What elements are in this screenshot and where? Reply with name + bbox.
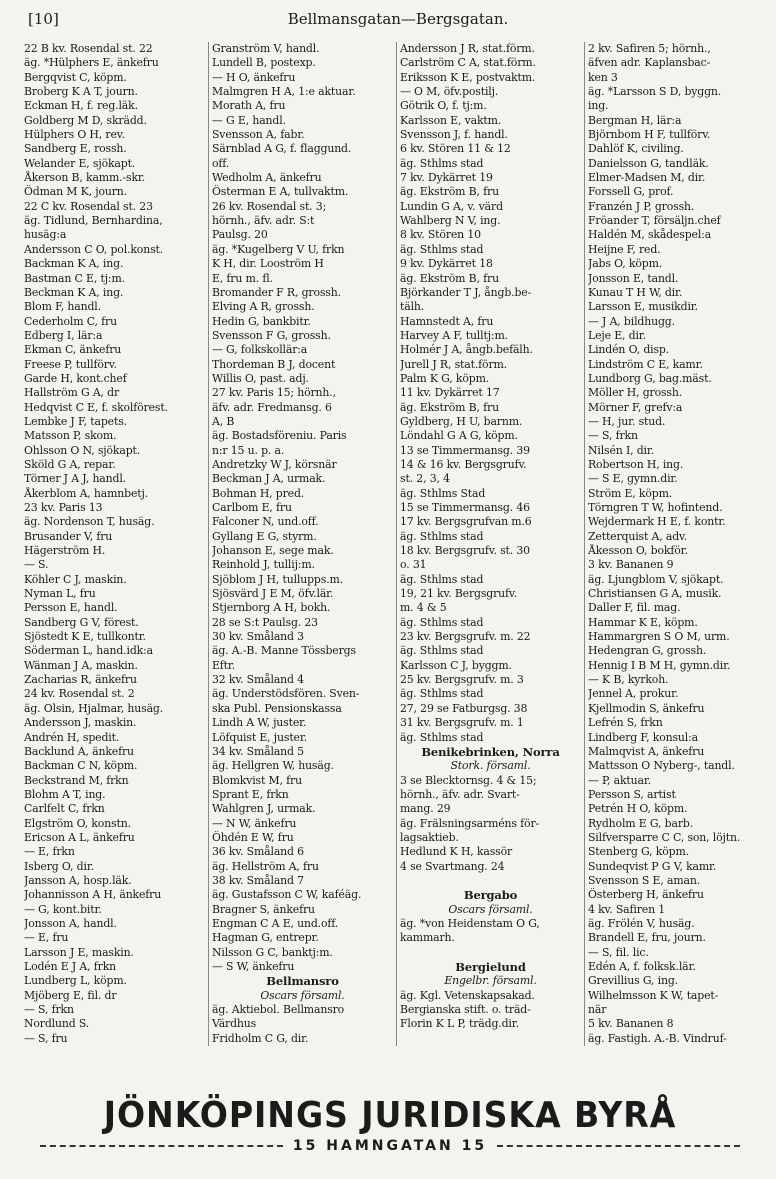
directory-entry: äg. Ekström B, fru	[400, 185, 499, 199]
directory-entry: K H, dir. Looström H	[212, 257, 324, 271]
directory-entry: Rydholm E G, barb.	[588, 816, 694, 830]
directory-entry: Grevillius G, ing.	[588, 974, 678, 988]
directory-entry: Hamnstedt A, fru	[400, 314, 494, 328]
directory-entry: äg. Sthlms stad	[400, 156, 484, 170]
directory-entry: m. 4 & 5	[400, 601, 447, 615]
directory-entry: äg. Tidlund, Bernhardina,	[24, 214, 163, 228]
directory-entry: husäg:a	[24, 228, 67, 242]
directory-entry: Kjellmodin S, änkefru	[588, 701, 705, 715]
directory-entry: Eckman H, f. reg.läk.	[24, 99, 138, 113]
directory-entry: 2 kv. Safiren 5; hörnh.,	[588, 42, 711, 55]
directory-entry: Svensson A, fabr.	[212, 128, 305, 142]
directory-entry: Granström V, handl.	[212, 42, 320, 55]
directory-entry: Lindh A W, juster.	[212, 716, 307, 730]
directory-entry: Haldén M, skådespel:a	[588, 228, 712, 242]
directory-entry: Bergielund	[455, 960, 526, 974]
directory-entry: Törngren T W, hofintend.	[588, 501, 723, 514]
directory-entry: Lundberg L, köpm.	[24, 974, 127, 988]
directory-entry: Öhdén E W, fru	[212, 830, 294, 844]
directory-entry: Sjöblom J H, tullupps.m.	[212, 572, 343, 586]
directory-entry: Gyllang E G, styrm.	[212, 529, 317, 543]
directory-entry: äg. A.-B. Manne Tössbergs	[212, 644, 356, 658]
directory-entry: Mjöberg E, fil. dr	[24, 988, 117, 1002]
directory-entry: Hammargren S O M, urm.	[588, 630, 730, 644]
directory-entry: Åkerblom A, hamnbetj.	[24, 486, 149, 500]
directory-entry: Nilsén I, dir.	[588, 443, 655, 457]
directory-entry: Åkesson O, bokför.	[588, 544, 688, 558]
directory-entry: — E, fru	[24, 931, 69, 945]
directory-entry: Wilhelmsson K W, tapet-	[588, 988, 719, 1002]
directory-entry: Leje E, dir.	[588, 328, 646, 342]
directory-entry: 4 kv. Safiren 1	[588, 902, 666, 916]
directory-entry: äg. Aktiebol. Bellmansro	[212, 1003, 345, 1017]
directory-entry: Gyldberg, H U, barnm.	[400, 414, 523, 428]
directory-entry: äg. Bostadsföreniu. Paris	[212, 429, 347, 443]
directory-entry: — S, fil. lic.	[588, 945, 649, 959]
directory-entry: Stjernborg A H, bokh.	[212, 601, 331, 615]
directory-entry: Florin K L P, trädg.dir.	[400, 1017, 519, 1031]
directory-entry: Fridholm C G, dir.	[212, 1031, 309, 1045]
directory-entry: äg. *Hülphers E, änkefru	[24, 56, 159, 70]
directory-entry: Larsson J E, maskin.	[24, 945, 134, 959]
directory-entry: Jennel A, prokur.	[588, 687, 679, 701]
directory-entry: Andersson J R, stat.förm.	[400, 42, 535, 55]
directory-entry: Sköld G A, repar.	[24, 457, 116, 471]
directory-entry: äg. Sthlms stad	[400, 615, 484, 629]
directory-entry: Andersson C O, pol.konst.	[24, 242, 164, 256]
directory-entry: — G, kont.bitr.	[24, 902, 102, 916]
directory-entry: 27 kv. Paris 15; hörnh.,	[212, 386, 336, 400]
directory-entry: Blomkvist M, fru	[212, 773, 302, 787]
directory-entry: — O M, öfv.postilj.	[400, 85, 499, 99]
page-header	[28, 10, 768, 34]
directory-entry: Lindberg F, konsul:a	[588, 730, 698, 744]
directory-entry: Broberg K A T, journ.	[24, 85, 138, 99]
directory-entry: Robertson H, ing.	[588, 457, 684, 471]
directory-entry: 34 kv. Småland 5	[212, 744, 304, 758]
column-4	[588, 42, 772, 1046]
directory-entry: Fröander T, försäljn.chef	[588, 214, 721, 228]
directory-entry: Törner J A J, handl.	[24, 472, 126, 486]
directory-entry: Paulsg. 20	[212, 228, 268, 242]
directory-entry: äg. Frälsningsarméns för-	[400, 816, 540, 830]
directory-entry: Dahlöf K, civiling.	[588, 142, 684, 156]
directory-entry: Welander E, sjökapt.	[24, 156, 136, 170]
directory-entry: lagsaktieb.	[400, 830, 459, 844]
directory-entry: Thordeman B J, docent	[212, 357, 336, 371]
directory-entry: Sandberg G V, förest.	[24, 615, 139, 629]
directory-entry: äg. Ekström B, fru	[400, 400, 499, 414]
directory-entry: Benikebrinken, Norra	[421, 744, 560, 759]
directory-entry: Björnbom H F, tullförv.	[588, 128, 711, 142]
directory-entry: Svensson J, f. handl.	[400, 128, 508, 142]
directory-entry: mang. 29	[400, 802, 451, 816]
directory-entry: Palm K G, köpm.	[400, 371, 490, 385]
directory-entry: — H O, änkefru	[212, 70, 296, 84]
directory-entry: äg. Gustafsson C W, kaféäg.	[212, 888, 362, 902]
directory-entry: Christiansen G A, musik.	[588, 587, 722, 601]
directory-entry: Bergqvist C, köpm.	[24, 70, 127, 84]
directory-entry: Wejdermark H E, f. kontr.	[588, 515, 726, 529]
ad-address: 15 HAMNGATAN 15	[292, 1138, 488, 1154]
directory-entry: Lundell B, postexp.	[212, 56, 316, 70]
directory-entry: Engelbr. församl.	[444, 974, 537, 988]
directory-entry: Edberg I, lär:a	[24, 328, 103, 342]
directory-entry: 4 se Svartmang. 24	[400, 859, 505, 873]
directory-entry: Beckman J A, urmak.	[212, 472, 326, 486]
directory-entry: äg. Understödsfören. Sven-	[212, 687, 360, 701]
directory-entry: Hennig I B M H, gymn.dir.	[588, 658, 731, 672]
directory-entry: Särnblad A G, f. flaggund.	[212, 142, 352, 156]
directory-entry: Hagman G, entrepr.	[212, 931, 319, 945]
ad-rule-right	[497, 1145, 740, 1147]
directory-entry: Jurell J R, stat.förm.	[400, 357, 507, 371]
directory-entry: Söderman L, hand.idk:a	[24, 644, 153, 658]
directory-entry: Bastman C E, tj:m.	[24, 271, 125, 285]
directory-entry: 22 C kv. Rosendal st. 23	[24, 199, 153, 213]
directory-entry: Åkerson B, kamm.-skr.	[24, 171, 146, 185]
directory-entry: Hammar K E, köpm.	[588, 615, 698, 629]
directory-entry: äg. Sthlms stad	[400, 529, 484, 543]
directory-entry: 22 B kv. Rosendal st. 22	[24, 42, 153, 55]
directory-entry: Hägerström H.	[24, 544, 106, 558]
directory-entry: 17 kv. Bergsgrufvan m.6	[400, 515, 532, 529]
directory-entry: Bellmansro	[266, 974, 339, 989]
directory-entry: Elgström O, konstn.	[24, 816, 131, 830]
directory-entry: 8 kv. Stören 10	[400, 228, 481, 242]
directory-entry: äg. Sthlms stad	[400, 687, 484, 701]
directory-entry	[400, 946, 581, 960]
directory-entry: Götrik O, f. tj:m.	[400, 99, 487, 113]
directory-entry: ing.	[588, 99, 609, 113]
directory-entry: äg. Olsin, Hjalmar, husäg.	[24, 701, 164, 715]
directory-entry: 11 kv. Dykärret 17	[400, 386, 500, 400]
directory-entry: Falconer N, und.off.	[212, 515, 319, 529]
directory-entry: 19, 21 kv. Bergsgrufv.	[400, 587, 517, 601]
directory-entry: äg. Sthlms stad	[400, 572, 484, 586]
directory-entry: Beckstrand M, frkn	[24, 773, 129, 787]
directory-entry: Eftr.	[212, 658, 236, 672]
column-2	[212, 42, 397, 1046]
directory-entry: Mörner F, grefv:a	[588, 400, 683, 414]
directory-entry: — S W, änkefru	[212, 960, 295, 973]
directory-entry: Jonsson A, handl.	[24, 916, 117, 930]
directory-entry: Engman C A E, und.off.	[212, 916, 339, 930]
directory-entry: Goldberg M D, skrädd.	[24, 113, 147, 127]
directory-entry: 24 kv. Rosendal st. 2	[24, 687, 135, 701]
advertisement-banner	[30, 1096, 750, 1170]
directory-entry: Ekman C, änkefru	[24, 343, 122, 357]
directory-entry: — S, frkn	[24, 1003, 74, 1017]
directory-entry: Eriksson K E, postvaktm.	[400, 70, 536, 84]
directory-entry: — H, jur. stud.	[588, 414, 666, 428]
directory-entry: Karlsson E, vaktm.	[400, 113, 502, 127]
page-number: [10]	[28, 10, 59, 28]
directory-entry: äg. Hellgren W, husäg.	[212, 759, 334, 773]
directory-entry: 5 kv. Bananen 8	[588, 1017, 674, 1031]
directory-entry: — S E, gymn.dir.	[588, 472, 678, 486]
directory-entry: Zacharias R, änkefru	[24, 673, 137, 687]
directory-entry: Lodén E J A, frkn	[24, 960, 117, 973]
directory-entry: Österman E A, tullvaktm.	[212, 185, 349, 199]
directory-entry: Bergianska stift. o. träd-	[400, 1003, 531, 1017]
directory-entry: — S, frkn	[588, 429, 638, 443]
directory-entry: kammarh.	[400, 931, 455, 945]
directory-entry: äg. *Kugelberg V U, frkn	[212, 242, 345, 256]
directory-entry: Carlfelt C, frkn	[24, 802, 105, 816]
directory-entry: Holmér J A, ångb.befälh.	[400, 343, 533, 357]
directory-entry: Möller H, grossh.	[588, 386, 683, 400]
directory-entry: Kunau T H W, dir.	[588, 285, 683, 299]
directory-entry: 7 kv. Dykärret 19	[400, 171, 493, 185]
directory-entry: Bergabo	[463, 888, 518, 903]
directory-entry: Nyman L, fru	[24, 587, 96, 601]
directory-entry: Andrén H, spedit.	[24, 730, 120, 744]
directory-entry: äg. Sthlms stad	[400, 730, 484, 744]
directory-entry: Hedin G, bankbitr.	[212, 314, 311, 328]
directory-entry: Hedengran G, grossh.	[588, 644, 707, 658]
directory-entry: Lundin G A, v. värd	[400, 199, 503, 213]
directory-entry: äg. *Larsson S D, byggn.	[588, 85, 722, 99]
directory-entry: Silfversparre C C, son, löjtn.	[588, 830, 741, 844]
directory-entry: 3 se Blecktornsg. 4 & 15;	[400, 773, 537, 787]
directory-entry: äg. Ekström B, fru	[400, 271, 499, 285]
directory-entry: 30 kv. Småland 3	[212, 630, 304, 644]
directory-entry: Andretzky W J, körsnär	[212, 457, 337, 471]
directory-entry: 15 se Timmermansg. 46	[400, 501, 530, 514]
directory-entry: 32 kv. Småland 4	[212, 673, 304, 687]
directory-entry: Beckman K A, ing.	[24, 285, 124, 299]
directory-entry: Matsson P, skom.	[24, 429, 117, 443]
directory-entry: — K B, kyrkoh.	[588, 673, 669, 687]
directory-entry: n:r 15 u. p. a.	[212, 443, 285, 457]
directory-entry: 23 kv. Paris 13	[24, 501, 103, 514]
directory-entry: Willis O, past. adj.	[212, 371, 309, 385]
directory-entry: Hallström G A, dr	[24, 386, 120, 400]
directory-entry: Stork. församl.	[450, 759, 531, 773]
directory-entry: Jonsson E, tandl.	[588, 271, 679, 285]
directory-entry: Malmqvist A, änkefru	[588, 744, 705, 758]
directory-entry: Stenberg G, köpm.	[588, 845, 689, 859]
directory-entry: Brusander V, fru	[24, 529, 113, 543]
directory-entry: Cederholm C, fru	[24, 314, 117, 328]
directory-entry: Lindén O, disp.	[588, 343, 670, 357]
directory-entry: Daller F, fil. mag.	[588, 601, 681, 615]
directory-entry: off.	[212, 156, 230, 170]
directory-entry: Värdhus	[212, 1017, 257, 1031]
ad-rule-left	[40, 1145, 283, 1147]
directory-entry: Wedholm A, änkefru	[212, 171, 322, 185]
directory-entry: Svensson F G, grossh.	[212, 328, 331, 342]
directory-entry: Sjöstedt K E, tullkontr.	[24, 630, 146, 644]
directory-entry: — N W, änkefru	[212, 816, 297, 830]
directory-entry: 26 kv. Rosendal st. 3;	[212, 199, 327, 213]
directory-entry: Blom F, handl.	[24, 300, 101, 314]
directory-entry: — G E, handl.	[212, 113, 286, 127]
directory-entry: Hedqvist C E, f. skolförest.	[24, 400, 168, 414]
directory-entry: äg. Nordenson T, husäg.	[24, 515, 155, 529]
directory-entry: Jabs O, köpm.	[588, 257, 663, 271]
directory-entry: Jansson A, hosp.läk.	[24, 873, 132, 887]
directory-entry: Ericson A L, änkefru	[24, 830, 135, 844]
directory-entry: Karlsson C J, byggm.	[400, 658, 512, 672]
directory-entry: Svensson S E, aman.	[588, 873, 701, 887]
directory-entry: o. 31	[400, 558, 427, 572]
directory-entry: Persson S, artist	[588, 787, 676, 801]
ad-title: JÖNKÖPINGS JURIDISKA BYRÅ	[103, 1095, 677, 1136]
directory-entry: Persson E, handl.	[24, 601, 118, 615]
directory-entry: Harvey A F, tulltj:m.	[400, 328, 508, 342]
directory-entry: Reinhold J, tullij:m.	[212, 558, 315, 572]
directory-entry: äg. Sthlms stad	[400, 242, 484, 256]
directory-entry: Wahlberg N V, ing.	[400, 214, 501, 228]
directory-entry: Lembke J F, tapets.	[24, 414, 127, 428]
column-1	[24, 42, 209, 1046]
directory-entry: Wänman J A, maskin.	[24, 658, 138, 672]
directory-entry: — E, frkn	[24, 845, 75, 859]
directory-entry: 31 kv. Bergsgrufv. m. 1	[400, 716, 524, 730]
directory-entry: äg. Sthlms Stad	[400, 486, 486, 500]
page-title: Bellmansgatan—Bergsgatan.	[287, 10, 509, 28]
directory-entry: Franzén J P, grossh.	[588, 199, 695, 213]
directory-entry: 3 kv. Bananen 9	[588, 558, 674, 572]
directory-entry: äg. *von Heidenstam O G,	[400, 916, 540, 930]
directory-entry: äfven adr. Kaplansbac-	[588, 56, 711, 70]
directory-entry: äg. Fastigh. A.-B. Vindruf-	[588, 1031, 727, 1045]
directory-entry: Nilsson G C, banktj:m.	[212, 945, 333, 959]
directory-entry: Bergman H, lär:a	[588, 113, 682, 127]
directory-entry: Blohm A T, ing.	[24, 787, 106, 801]
directory-entry: Ohlsson O N, sjökapt.	[24, 443, 141, 457]
directory-entry: Larsson E, musikdir.	[588, 300, 698, 314]
directory-entry: Nordlund S.	[24, 1017, 90, 1031]
directory-entry: 25 kv. Bergsgrufv. m. 3	[400, 673, 524, 687]
directory-columns	[24, 42, 772, 1046]
directory-entry: Bromander F R, grossh.	[212, 285, 341, 299]
directory-entry: — G, folkskollär:a	[212, 343, 308, 357]
directory-entry: Elmer-Madsen M, dir.	[588, 171, 706, 185]
directory-entry: Löndahl G A G, köpm.	[400, 429, 518, 443]
directory-entry: 28 se S:t Paulsg. 23	[212, 615, 318, 629]
directory-entry: Isberg O, dir.	[24, 859, 94, 873]
directory-entry: Backlund A, änkefru	[24, 744, 134, 758]
directory-entry: Backman C N, köpm.	[24, 759, 138, 773]
directory-entry: hörnh., äfv. adr. S:t	[212, 214, 315, 228]
directory-entry: Edén A, f. folksk.lär.	[588, 960, 696, 973]
directory-entry: Österberg H, änkefru	[588, 888, 704, 902]
directory-entry: Hülphers O H, rev.	[24, 128, 125, 142]
directory-entry: — S, fru	[24, 1031, 68, 1045]
directory-entry: st. 2, 3, 4	[400, 472, 450, 486]
directory-entry: 9 kv. Dykärret 18	[400, 257, 493, 271]
directory-entry: Malmgren H A, 1:e aktuar.	[212, 85, 356, 99]
directory-entry: Sundeqvist P G V, kamr.	[588, 859, 717, 873]
directory-entry: Brandell E, fru, journ.	[588, 931, 706, 945]
directory-entry: Bragner S, änkefru	[212, 902, 315, 916]
directory-entry: Oscars församl.	[260, 988, 345, 1002]
directory-entry: 6 kv. Stören 11 & 12	[400, 142, 511, 156]
directory-entry: Andersson J, maskin.	[24, 716, 137, 730]
column-3	[400, 42, 585, 1046]
directory-entry: Morath A, fru	[212, 99, 286, 113]
directory-entry: tälh.	[400, 300, 425, 314]
directory-entry: — S.	[24, 558, 49, 572]
directory-entry: äg. Hellström A, fru	[212, 859, 319, 873]
directory-entry: Sandberg E, rossh.	[24, 142, 127, 156]
directory-entry: 38 kv. Småland 7	[212, 873, 304, 887]
directory-entry: Lindström C E, kamr.	[588, 357, 703, 371]
directory-entry: 13 se Timmermansg. 39	[400, 443, 530, 457]
directory-entry: äg. Ljungblom V, sjökapt.	[588, 572, 724, 586]
directory-entry: Oscars församl.	[448, 902, 533, 916]
directory-entry: när	[588, 1003, 607, 1017]
directory-entry: ska Publ. Pensionskassa	[212, 701, 342, 715]
directory-entry: Sprant E, frkn	[212, 787, 289, 801]
directory-entry: Björkander T J, ångb.be-	[400, 285, 532, 299]
directory-entry: Hedlund K H, kassör	[400, 845, 513, 859]
directory-entry: äg. Kgl. Vetenskapsakad.	[400, 988, 535, 1002]
ad-address-row	[30, 1138, 750, 1154]
directory-entry: Carlström C A, stat.förm.	[400, 56, 536, 70]
directory-entry: 18 kv. Bergsgrufv. st. 30	[400, 544, 530, 558]
directory-entry: 14 & 16 kv. Bergsgrufv.	[400, 457, 527, 471]
directory-entry: Löfquist E, juster.	[212, 730, 308, 744]
directory-entry: Ödman M K, journ.	[24, 185, 127, 199]
directory-entry: 36 kv. Småland 6	[212, 845, 304, 859]
directory-entry: — P, aktuar.	[588, 773, 652, 787]
directory-entry: Köhler C J, maskin.	[24, 572, 127, 586]
directory-entry: Zetterquist A, adv.	[588, 529, 688, 543]
directory-entry: hörnh., äfv. adr. Svart-	[400, 787, 520, 801]
directory-entry: äfv. adr. Fredmansg. 6	[212, 400, 332, 414]
directory-entry: Bohman H, pred.	[212, 486, 305, 500]
directory-entry: äg. Sthlms stad	[400, 644, 484, 658]
directory-entry: Backman K A, ing.	[24, 257, 124, 271]
directory-entry: äg. Frölén V, husäg.	[588, 916, 695, 930]
directory-entry: Sjösvärd J E M, öfv.lär.	[212, 587, 334, 601]
directory-entry: Wahlgren J, urmak.	[212, 802, 316, 816]
directory-entry: Lundborg G, bag.mäst.	[588, 371, 712, 385]
directory-entry: Garde H, kont.chef	[24, 371, 127, 385]
directory-entry: Forssell G, prof.	[588, 185, 674, 199]
directory-entry: Lefrén S, frkn	[588, 716, 663, 730]
directory-entry: Ström E, köpm.	[588, 486, 673, 500]
directory-entry: — J A, bildhugg.	[588, 314, 675, 328]
directory-entry: Elving A R, grossh.	[212, 300, 315, 314]
directory-entry: 27, 29 se Fatburgsg. 38	[400, 701, 528, 715]
directory-entry: Johanson E, sege mak.	[212, 544, 334, 558]
directory-entry: Danielsson G, tandläk.	[588, 156, 709, 170]
directory-entry: 23 kv. Bergsgrufv. m. 22	[400, 630, 531, 644]
directory-entry: Johannisson A H, änkefru	[24, 888, 162, 902]
directory-entry: Freese P, tullförv.	[24, 357, 117, 371]
directory-entry	[400, 1032, 581, 1046]
directory-entry: ken 3	[588, 70, 618, 84]
directory-entry: Petrén H O, köpm.	[588, 802, 688, 816]
directory-entry: Carlbom E, fru	[212, 501, 292, 514]
directory-entry: Mattsson O Nyberg-, tandl.	[588, 759, 735, 773]
directory-entry: Heijne F, red.	[588, 242, 661, 256]
directory-entry: E, fru m. fl.	[212, 271, 273, 285]
directory-entry	[400, 874, 581, 888]
directory-entry: A, B	[212, 414, 235, 428]
